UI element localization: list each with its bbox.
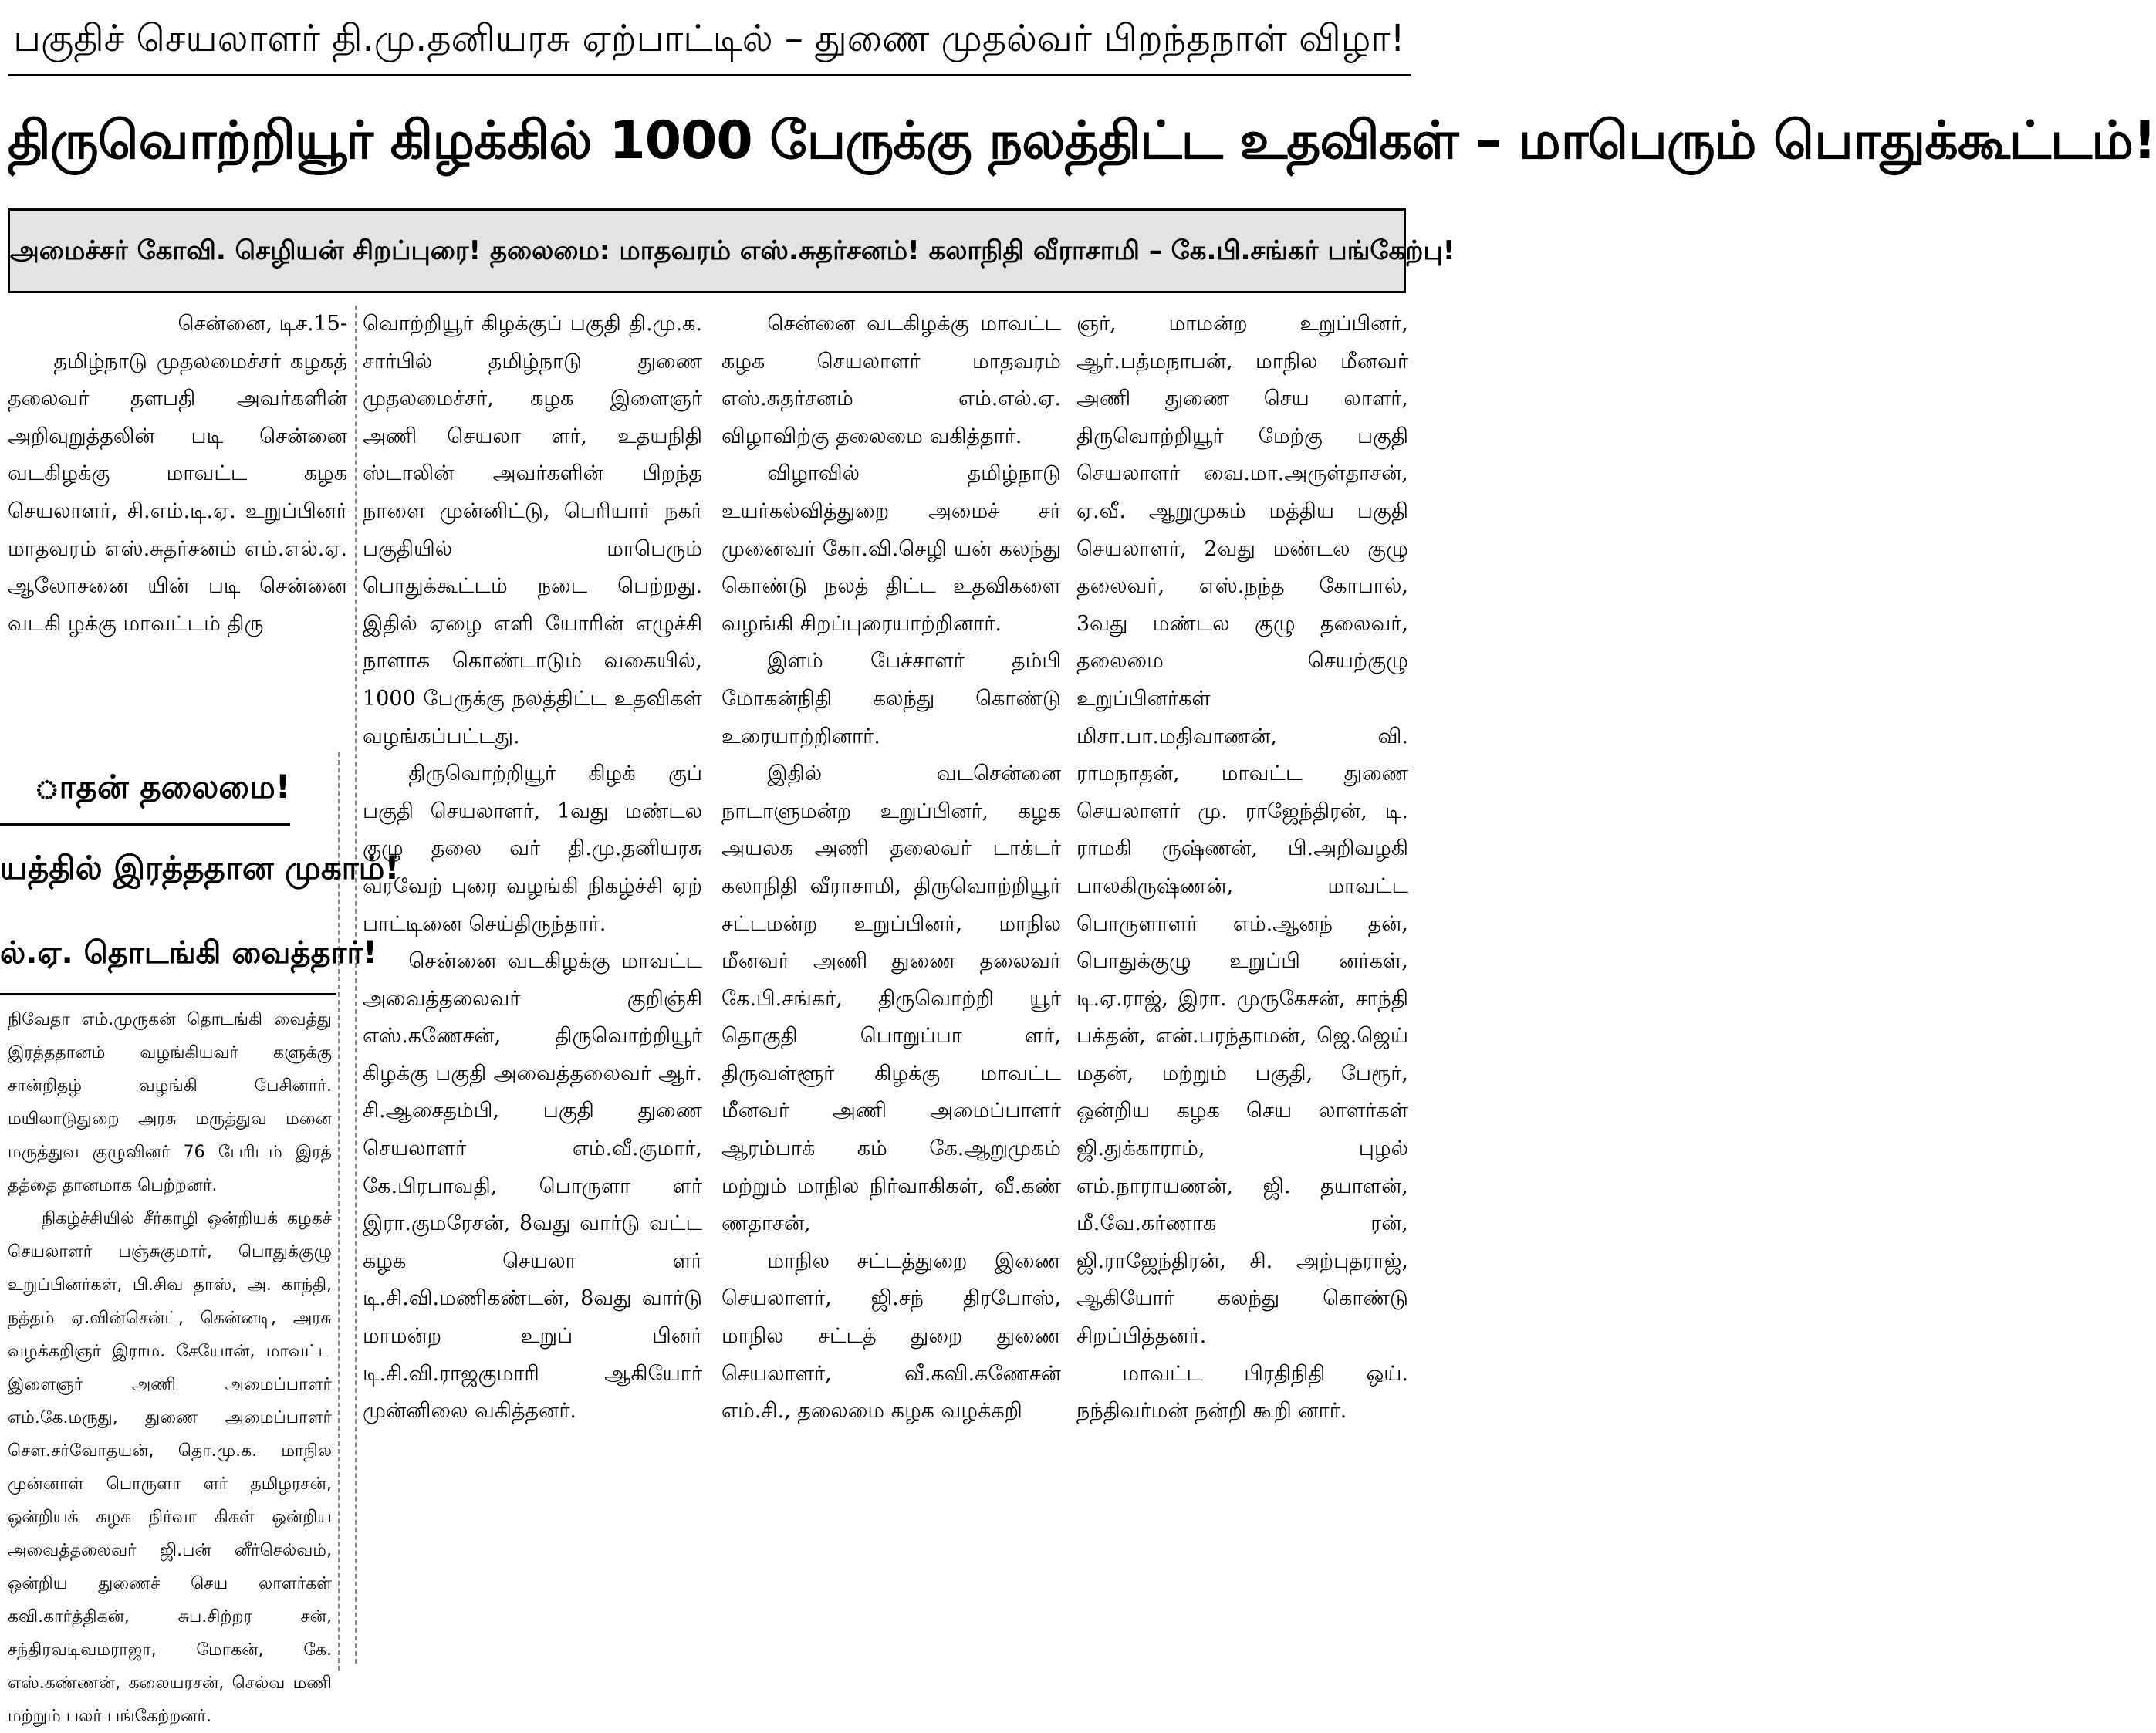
paragraph: சென்னை வடகிழக்கு மாவட்ட கழக செயலாளர் மாதவரம் எஸ்.சுதர்சனம் எம்.எல்.ஏ. விழாவிற்கு தலைமை வகித்தார்.: [721, 312, 1061, 448]
paragraph: வொற்றியூர் கிழக்குப் பகுதி தி.மு.க. சார்பில் தமிழ்நாடு துணை முதலமைச்சர், கழக இளைஞர் அணி செயலா ளர், உதயநிதி ஸ்டாலின் அவர்களின் பிறந்த நாளை முன்னிட்டு, பெரியார் நகர் பகுதியில் மாபெரும் பொதுக்கூட்டம் நடை பெற்றது. இதில் ஏழை எளி யோரின் எழுச்சி நாளாக கொண்டாடும் வகையில், 1000 பேருக்கு நலத்திட்ட உதவிகள் வழங்கப்பட்டது.: [363, 312, 702, 748]
paragraph: மாநில சட்டத்துறை இணை செயலாளர், ஜி.சந் திரபோஸ், மாநில சட்டத் துறை துணை செயலாளர், வீ.கவி.கணேசன் எம்.சி., தலைமை கழக வழக்கறி: [721, 1248, 1061, 1424]
column-separator: [355, 306, 357, 1664]
main-headline: திருவொற்றியூர் கிழக்கில் 1000 பேருக்கு நலத்திட்ட உதவிகள் – மாபெரும் பொதுக்கூட்டம்!: [8, 110, 2156, 171]
paragraph: விழாவில் தமிழ்நாடு உயர்கல்வித்துறை அமைச் சர் முனைவர் கோ.வி.செழி யன் கலந்து கொண்டு நலத் திட்ட உதவிகளை வழங்கி சிறப்புரையாற்றினார்.: [721, 461, 1061, 636]
paragraph: சென்னை வடகிழக்கு மாவட்ட அவைத்தலைவர் குறிஞ்சி எஸ்.கணேசன், திருவொற்றியூர் கிழக்கு பகுதி அவைத்தலைவர் ஆர். சி.ஆசைதம்பி, பகுதி துணை செயலாளர் எம்.வீ.குமார், கே.பிரபாவதி, பொருளா ளர் இரா.குமரேசன், 8வது வார்டு வட்ட கழக செயலா ளர் டி.சி.வி.மணிகண்டன், 8வது வார்டு மாமன்ற உறுப் பினர் டி.சி.வி.ராஜகுமாரி ஆகியோர் முன்னிலை வகித்தனர்.: [363, 949, 702, 1424]
side-news-box: [0, 752, 400, 1726]
side-headline-2: யத்தில் இரத்ததான முகாம்!: [0, 849, 400, 887]
paragraph: ஞர், மாமன்ற உறுப்பினர், ஆர்.பத்மநாபன், மாநில மீனவர் அணி துணை செய லாளர், திருவொற்றியூர் மேற்கு பகுதி செயலாளர் வை.மா.அருள்தாசன், ஏ.வீ. ஆறுமுகம் மத்திய பகுதி செயலாளர், 2வது மண்டல குழு தலைவர், எஸ்.நந்த கோபால், 3வது மண்டல குழு தலைவர், தலைமை செயற்குழு உறுப்பினர்கள் மிசா.பா.மதிவாணன், வி. ராமநாதன், மாவட்ட துணை செயலாளர் மு. ராஜேந்திரன், டி. ராமகி ருஷ்ணன், பி.அறிவழகி பாலகிருஷ்ணன், மாவட்ட பொருளாளர் எம்.ஆனந் தன், பொதுக்குழு உறுப்பி னர்கள், டி.ஏ.ராஜ், இரா. முருகேசன், சாந்தி பக்தன், என்.பரந்தாமன், ஜெ.ஜெய் மதன், மற்றும் பகுதி, பேரூர், ஒன்றிய கழக செய லாளர்கள் ஜி.துக்காராம், புழல் எம்.நாராயணன், ஜி. தயாளன், மீ.வே.கர்ணாக ரன், ஜி.ராஜேந்திரன், சி. அற்புதராஜ், ஆகியோர் கலந்து கொண்டு சிறப்பித்தனர்.: [1076, 312, 1408, 1349]
article-column-3: [721, 306, 1061, 1664]
kicker-rule: [8, 74, 1411, 76]
dateline: சென்னை, டிச.15-: [177, 312, 347, 336]
subheadline-banner: அமைச்சர் கோவி. செழியன் சிறப்புரை! தலைமை: மாதவரம் எஸ்.சுதர்சனம்! கலாநிதி வீராசாமி – கே.பி.சங்கர் பங்கேற்பு!: [8, 208, 1406, 293]
paragraph: திருவொற்றியூர் கிழக் குப் பகுதி செயலாளர், 1வது மண்டல குழு தலை வர் தி.மு.தனியரசு வரவேற் புரை வழங்கி நிகழ்ச்சி ஏற் பாட்டினை செய்திருந்தார்.: [363, 762, 702, 936]
paragraph: மாவட்ட பிரதிநிதி ஒய். நந்திவர்மன் நன்றி கூறி னார்.: [1076, 1361, 1408, 1424]
kicker-headline: பகுதிச் செயலாளர் தி.மு.தனியரசு ஏற்பாட்டில் – துணை முதல்வர் பிறந்தநாள் விழா!: [13, 17, 1405, 60]
side-headline-rule: [0, 993, 336, 995]
paragraph: நிகழ்ச்சியில் சீர்காழி ஒன்றியக் கழகச் செயலாளர் பஞ்சுகுமார், பொதுக்குழு உறுப்பினர்கள், பி.சிவ தாஸ், அ. காந்தி, நத்தம் ஏ.வின்சென்ட், கென்னடி, அரசு வழக்கறிஞர் இராம. சேயோன், மாவட்ட இளைஞர் அணி அமைப்பாளர் எம்.கே.மருது, துணை அமைப்பாளர் சௌ.சர்வோதயன், தொ.மு.க. மாநில முன்னாள் பொருளா ளர் தமிழரசன், ஒன்றியக் கழக நிர்வா கிகள் ஒன்றிய அவைத்தலைவர் ஜி.பன் னீர்செல்வம், ஒன்றிய துணைச் செய லாளர்கள் கவி.கார்த்திகன், சுப.சிற்றர சன், சந்திரவடிவமராஜா, மோகன், கே. எஸ்.கண்ணன், கலையரசன், செல்வ மணி மற்றும் பலர் பங்கேற்றனர்.: [8, 1209, 332, 1726]
paragraph: நிவேதா எம்.முருகன் தொடங்கி வைத்து இரத்ததானம் வழங்கியவர் களுக்கு சான்றிதழ் வழங்கி பேசினார். மயிலாடுதுறை அரசு மருத்துவ மனை மருத்துவ குழுவினர் 76 பேரிடம் இரத் தத்தை தானமாக பெற்றனர்.: [8, 1010, 332, 1195]
side-headline-3: ல்.ஏ. தொடங்கி வைத்தார்!: [0, 935, 377, 971]
article-column-1: [8, 306, 347, 745]
article-column-2: [363, 306, 702, 1664]
paragraph: இளம் பேச்சாளர் தம்பி மோகன்நிதி கலந்து கொண்டு உரையாற்றினார்.: [721, 649, 1061, 748]
paragraph: தமிழ்நாடு முதலமைச்சர் கழகத் தலைவர் தளபதி அவர்களின் அறிவுறுத்தலின் படி சென்னை வடகிழக்கு மாவட்ட கழக செயலாளர், சி.எம்.டி.ஏ. உறுப்பினர் மாதவரம் எஸ்.சுதர்சனம் எம்.எல்.ஏ. ஆலோசனை யின் படி சென்னை வடகி ழக்கு மாவட்டம் திரு: [8, 349, 347, 636]
article-column-4: [1076, 306, 1408, 1664]
side-article-text: [8, 1003, 332, 1726]
side-headline-rule: [0, 823, 290, 826]
paragraph: இதில் வடசென்னை நாடாளுமன்ற உறுப்பினர், கழக அயலக அணி தலைவர் டாக்டர் கலாநிதி வீராசாமி, திருவொற்றியூர் சட்டமன்ற உறுப்பினர், மாநில மீனவர் அணி துணை தலைவர் கே.பி.சங்கர், திருவொற்றி யூர் தொகுதி பொறுப்பா ளர், திருவள்ளூர் கிழக்கு மாவட்ட மீனவர் அணி அமைப்பாளர் ஆரம்பாக் கம் கே.ஆறுமுகம் மற்றும் மாநில நிர்வாகிகள், வீ.கண் ணதாசன்,: [721, 762, 1061, 1236]
side-headline-1: ாதன் தலைமை!: [34, 768, 290, 806]
